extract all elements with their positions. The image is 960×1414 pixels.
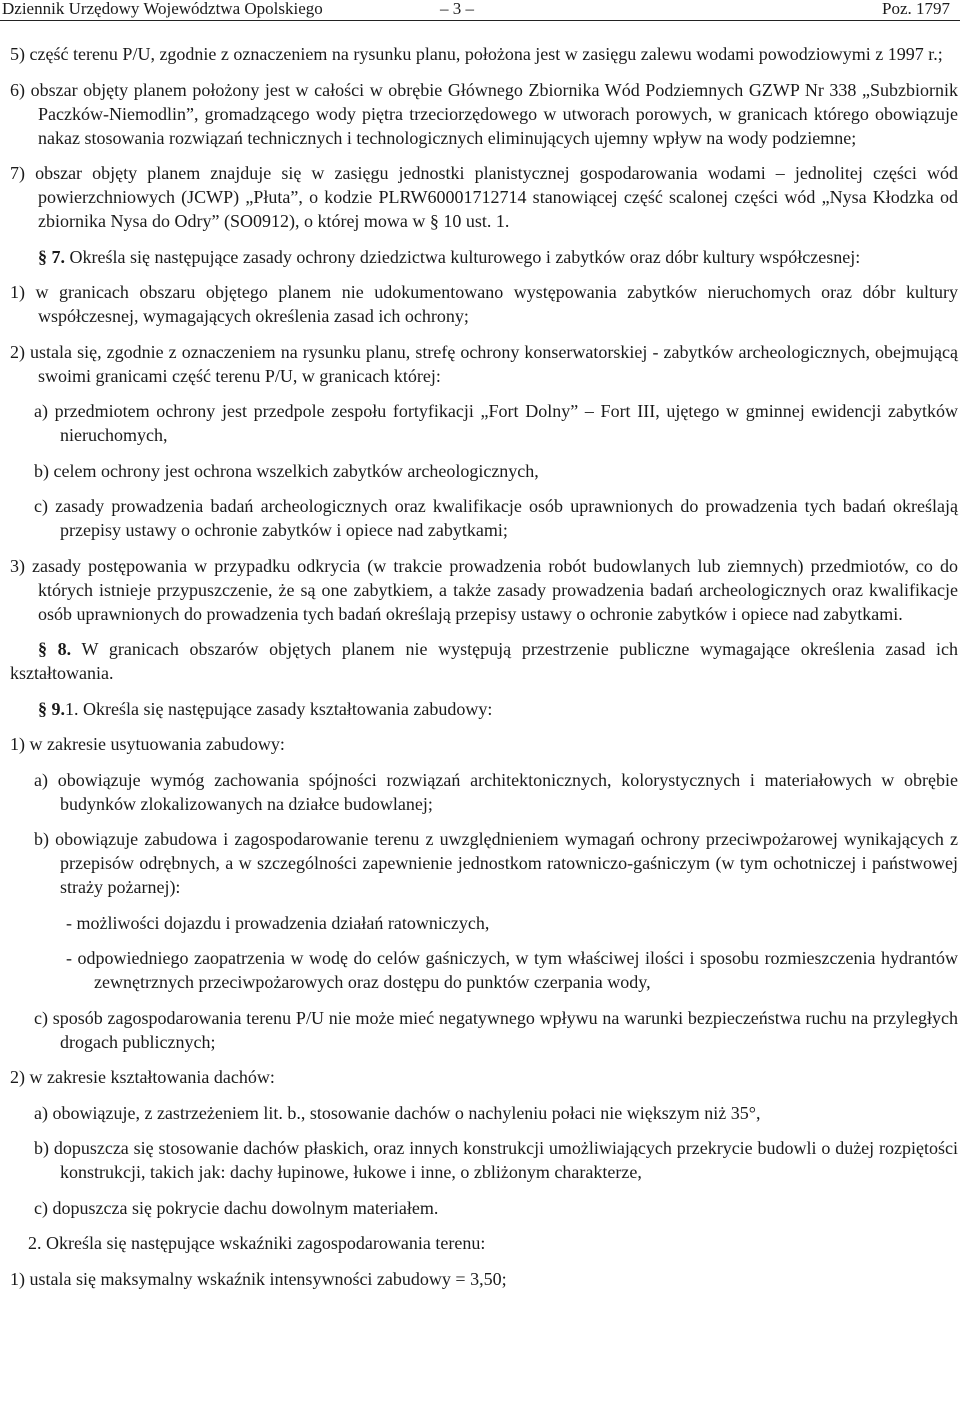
paragraph-s9-item-1a: a) obowiązuje wymóg zachowania spójności rozwiązań architektonicznych, kolorystycznych i materiałowych w obrębie budynków zlokalizowanych na działce budowlanej; bbox=[34, 769, 958, 814]
paragraph-s9-item-1c: c) sposób zagospodarowania terenu P/U nie może mieć negatywnego wpływu na warunki bezpieczeństwa ruchu na przyległych drogach publicznych; bbox=[34, 1007, 958, 1052]
paragraph-s9-dash-2: - odpowiedniego zaopatrzenia w wodę do celów gaśniczych, w tym właściwej ilości i sposobu rozmieszczenia hydrantów zewnętrznych przeciwpożarowych oraz dostępu do punktów czerpania wody, bbox=[66, 948, 958, 992]
paragraph-s9-item-2a: a) obowiązuje, z zastrzeżeniem lit. b., stosowanie dachów o nachyleniu połaci nie większym niż 35°, bbox=[34, 1102, 761, 1123]
section-9-number: § 9. bbox=[38, 698, 65, 719]
paragraph-s7-item-2: 2) ustala się, zgodnie z oznaczeniem na rysunku planu, strefę ochrony konserwatorskiej - zabytków archeologicznych, obejmującą swoimi granicami część terenu P/U, w granicach której: bbox=[10, 341, 958, 386]
paragraph-item-6: 6) obszar objęty planem położony jest w całości w obrębie Głównego Zbiornika Wód Podziemnych GZWP Nr 338 „Subzbiornik Paczków-Niemodlin”, gromadzącego wody piętra trzeciorzędowego w utworach porowych, w granicach którego obowiązuje nakaz stosowania rozwiązań technicznych i technologicznych eliminujących ujemny wpływ na wody podziemne; bbox=[10, 79, 958, 148]
paragraph-s9-item-2c: c) dopuszcza się pokrycie dachu dowolnym materiałem. bbox=[34, 1197, 439, 1218]
position-number: Poz. 1797 bbox=[882, 0, 950, 18]
paragraph-item-5: 5) część terenu P/U, zgodnie z oznaczeniem na rysunku planu, położona jest w zasięgu zalewu wodami powodziowymi z 1997 r.; bbox=[10, 44, 943, 64]
paragraph-s9-dash-1: - możliwości dojazdu i prowadzenia działań ratowniczych, bbox=[66, 912, 490, 933]
page-number: – 3 – bbox=[440, 0, 474, 18]
section-7-number: § 7. bbox=[38, 246, 65, 267]
paragraph-s7-item-1: 1) w granicach obszaru objętego planem nie udokumentowano występowania zabytków nieruchomych oraz dóbr kultury współczesnej, wymagających określenia zasad ich ochrony; bbox=[10, 282, 958, 326]
section-7-text: Określa się następujące zasady ochrony dziedzictwa kulturowego i zabytków oraz dóbr kultury współczesnej: bbox=[65, 246, 861, 267]
paragraph-s9-item-2b: b) dopuszcza się stosowanie dachów płaskich, oraz innych konstrukcji umożliwiających przekrycie budowli o dużej rozpiętości konstrukcji, takich jak: dachy łupinowe, łukowe i inne, o zbliżonym charakterze, bbox=[34, 1138, 958, 1182]
section-8 bbox=[10, 637, 958, 685]
section-9-text: 1. Określa się następujące zasady kształtowania zabudowy: bbox=[65, 698, 493, 719]
journal-title: Dziennik Urzędowy Województwa Opolskiego bbox=[2, 0, 323, 18]
paragraph-item-7: 7) obszar objęty planem znajduje się w zasięgu jednostki planistycznej gospodarowania wodami – jednolitej części wód powierzchniowych (JCWP) „Płuta”, o kodzie PLRW60001712714 stanowiącej część scalonej części wód „Nysa Kłodzka od zbiornika Nysa do Odry” (SO0912), o której mowa w § 10 ust. 1. bbox=[10, 163, 958, 231]
paragraph-s7-item-3: 3) zasady postępowania w przypadku odkrycia (w trakcie prowadzenia robót budowlanych lub ziemnych) przedmiotów, co do których istnieje przypuszczenie, że są one zabytkiem, a także zasady prowadzenia badań archeologicznych oraz kwalifikacje osób uprawnionych do prowadzenia tych badań określają przepisy ustawy o ochronie zabytków i opiece nad zabytkami. bbox=[10, 555, 958, 624]
paragraph-s7-item-2b: b) celem ochrony jest ochrona wszelkich zabytków archeologicznych, bbox=[34, 460, 539, 481]
document-body bbox=[10, 42, 958, 1302]
paragraph-s9-item-1: 1) w zakresie usytuowania zabudowy: bbox=[10, 734, 285, 754]
section-8-text: W granicach obszarów objętych planem nie występują przestrzenie publiczne wymagające określenia zasad ich kształtowania. bbox=[10, 639, 959, 683]
page-header bbox=[0, 0, 960, 21]
section-8-number: § 8. bbox=[38, 639, 72, 659]
paragraph-s9-item-2: 2) w zakresie kształtowania dachów: bbox=[10, 1067, 275, 1087]
paragraph-s9-point-2: 2. Określa się następujące wskaźniki zagospodarowania terenu: bbox=[28, 1233, 486, 1253]
section-7 bbox=[10, 245, 958, 269]
paragraph-s7-item-2a: a) przedmiotem ochrony jest przedpole zespołu fortyfikacji „Fort Dolny” – Fort III, ujętego w gminnej ewidencji zabytków nieruchomych, bbox=[34, 401, 958, 445]
paragraph-s9-item-1b: b) obowiązuje zabudowa i zagospodarowanie terenu z uwzględnieniem wymagań ochrony przeciwpożarowej wynikających z przepisów odrębnych, a w szczególności zapewnienie jednostkom ratowniczo-gaśniczym (w tym ochotniczej i państwowej straży pożarnej): bbox=[34, 829, 958, 897]
section-9 bbox=[10, 697, 958, 721]
paragraph-s9-p2-item-1: 1) ustala się maksymalny wskaźnik intensywności zabudowy = 3,50; bbox=[10, 1268, 507, 1289]
paragraph-s7-item-2c: c) zasady prowadzenia badań archeologicznych oraz kwalifikacje osób uprawnionych do prowadzenia tych badań określają przepisy ustawy o ochronie zabytków i opiece nad zabytkami; bbox=[34, 496, 958, 540]
